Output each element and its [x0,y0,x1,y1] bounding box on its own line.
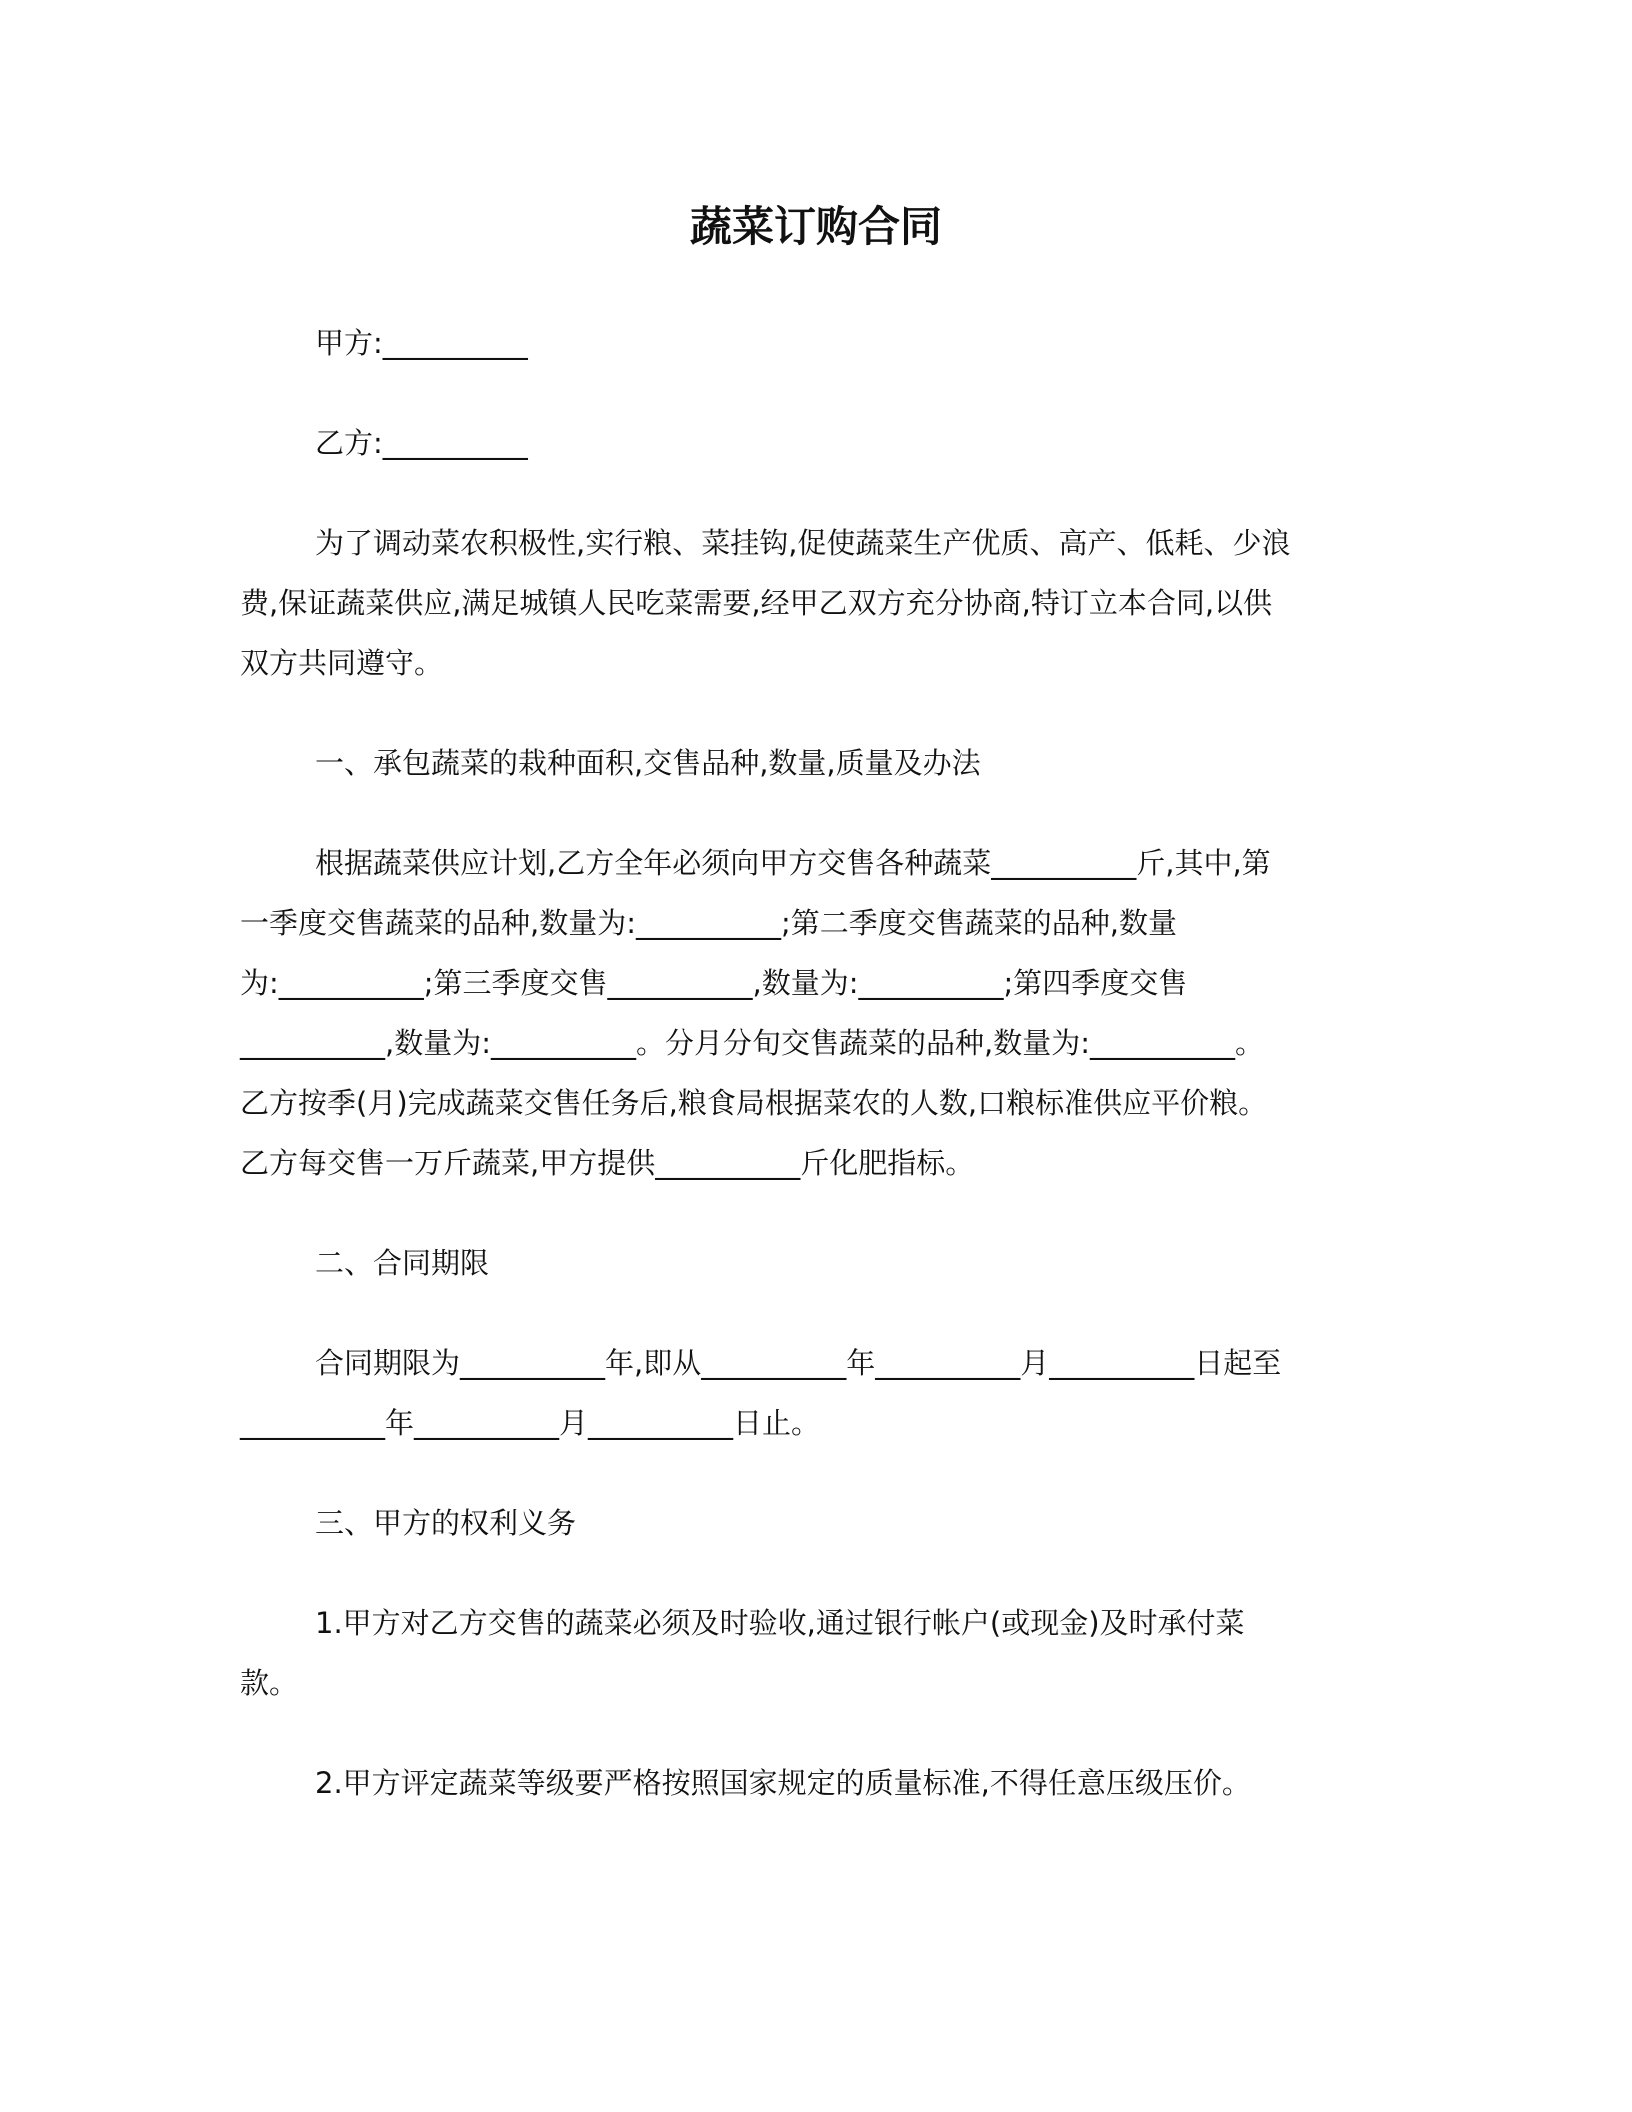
text-line: __________,数量为:__________。分月分旬交售蔬菜的品种,数量为:__________。 [240,1026,1264,1060]
section-1-paragraph [240,833,1380,1193]
party-b-label: 乙方:__________ [315,426,528,460]
document-title: 蔬菜订购合同 [689,202,942,251]
text-line: 合同期限为__________年,即从__________年__________月__________日起至 [315,1346,1282,1380]
party-a-field [240,313,1380,373]
section-3-item-2 [240,1753,1380,1813]
heading-text: 三、甲方的权利义务 [315,1506,577,1540]
text-line: 双方共同遵守。 [240,646,444,680]
text-line: 一季度交售蔬菜的品种,数量为:__________;第二季度交售蔬菜的品种,数量 [240,906,1177,940]
document-body [240,313,1380,1853]
text-line: 费,保证蔬菜供应,满足城镇人民吃菜需要,经甲乙双方充分协商,特订立本合同,以供 [240,586,1273,620]
section-3-item-1 [240,1593,1380,1713]
text-line: 根据蔬菜供应计划,乙方全年必须向甲方交售各种蔬菜__________斤,其中,第 [315,846,1271,880]
text-line: __________年__________月__________日止。 [240,1406,821,1440]
section-2-heading [240,1233,1380,1293]
text-line: 1.甲方对乙方交售的蔬菜必须及时验收,通过银行帐户(或现金)及时承付菜 [315,1606,1245,1640]
heading-text: 一、承包蔬菜的栽种面积,交售品种,数量,质量及办法 [315,746,981,780]
section-1-heading [240,733,1380,793]
heading-text: 二、合同期限 [315,1246,490,1280]
party-b-field [240,413,1380,473]
party-a-label: 甲方:__________ [315,326,528,360]
text-line: 乙方按季(月)完成蔬菜交售任务后,粮食局根据菜农的人数,口粮标准供应平价粮。 [240,1086,1268,1120]
text-line: 2.甲方评定蔬菜等级要严格按照国家规定的质量标准,不得任意压级压价。 [315,1766,1251,1800]
section-3-heading [240,1493,1380,1553]
section-2-paragraph [240,1333,1380,1453]
text-line: 款。 [240,1666,299,1700]
text-line: 为了调动菜农积极性,实行粮、菜挂钩,促使蔬菜生产优质、高产、低耗、少浪 [315,526,1291,560]
intro-paragraph [240,513,1380,693]
text-line: 乙方每交售一万斤蔬菜,甲方提供__________斤化肥指标。 [240,1146,975,1180]
text-line: 为:__________;第三季度交售__________,数量为:__________;第四季度交售 [240,966,1188,1000]
